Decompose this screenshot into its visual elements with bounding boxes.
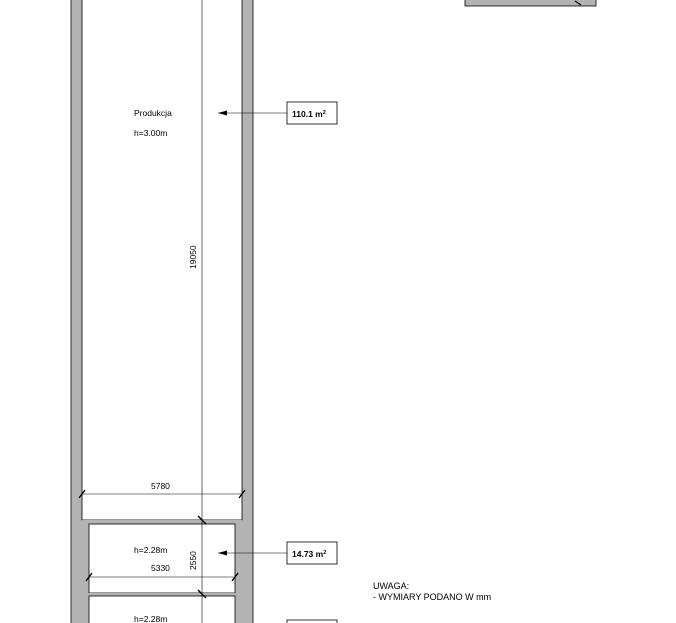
legend-box [465,0,596,6]
note-line-1: - WYMIARY PODANO W mm [373,592,492,602]
area-unit-sup: 2 [322,110,326,116]
dim-text-production-length: 19050 [188,245,198,269]
note-title: UWAGA: [373,581,410,591]
partition-wall [82,520,242,524]
dim-text-room2-length: 2550 [188,551,198,570]
room-height-produkcja: h=3.00m [134,128,168,138]
room-produkcja [82,0,242,520]
dim-text-production-width: 5780 [151,481,170,491]
outer-wall-right [242,0,253,623]
room-name-produkcja: Produkcja [134,108,172,118]
dim-text-room2-width: 5330 [151,563,170,573]
area-unit-sup: 2 [323,550,327,556]
outer-wall-left [71,0,82,623]
room-height-room3: h=2.28m [134,614,168,623]
room-2-interior [89,524,235,593]
room-height-room2: h=2.28m [134,545,168,555]
area-value-room2: 14.73 $m^2$ [292,549,327,559]
area-value-produkcja: 110.1 $m^2$ [292,109,326,119]
